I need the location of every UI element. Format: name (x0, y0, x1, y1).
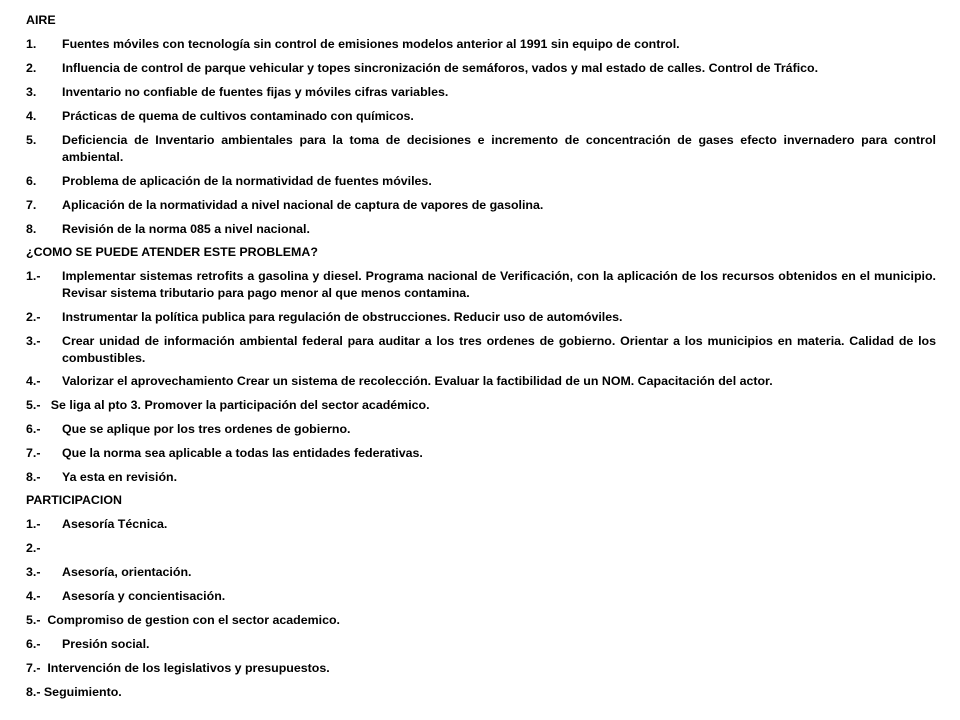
item-text: Que la norma sea aplicable a todas las entidades federativas. (62, 446, 423, 460)
list-item (26, 612, 936, 629)
item-text: Se liga al pto 3. Promover la participación del sector académico. (50, 398, 430, 412)
list-item (26, 660, 936, 677)
list-item (26, 373, 936, 390)
list-item (26, 60, 936, 77)
list-item (26, 132, 936, 166)
list-item (26, 221, 936, 238)
list-item (26, 636, 936, 653)
item-text: Revisión de la norma 085 a nivel nacional. (62, 222, 310, 236)
item-text: Asesoría Técnica. (62, 517, 168, 531)
item-text: Presión social. (62, 637, 150, 651)
list-item (26, 397, 936, 414)
item-text: Problema de aplicación de la normatividad de fuentes móviles. (62, 174, 432, 188)
item-number: 7.- (26, 661, 41, 675)
item-text: Compromiso de gestion con el sector academico. (47, 613, 340, 627)
item-number: 3.- (26, 334, 41, 348)
item-number: 5.- (26, 398, 41, 412)
section-heading-aire: AIRE (26, 13, 56, 27)
item-number: 4. (26, 109, 37, 123)
item-text: Asesoría, orientación. (62, 565, 192, 579)
section-heading-como-atender: ¿COMO SE PUEDE ATENDER ESTE PROBLEMA? (26, 245, 318, 259)
item-number: 5.- (26, 613, 41, 627)
item-number: 8. (26, 222, 37, 236)
list-item (26, 421, 936, 438)
item-text: Inventario no confiable de fuentes fijas y móviles cifras variables. (62, 85, 449, 99)
item-number: 6. (26, 174, 37, 188)
item-number: 3. (26, 85, 37, 99)
item-text: Valorizar el aprovechamiento Crear un sistema de recolección. Evaluar la factibilidad de un NOM. Capacitación del actor. (62, 374, 773, 388)
list-item (26, 469, 936, 486)
list-item (26, 516, 936, 533)
item-text: Deficiencia de Inventario ambientales para la toma de decisiones e incremento de concentración de gases efecto invernadero para control ambiental. (62, 133, 936, 164)
item-number: 4.- (26, 374, 41, 388)
list-item (26, 36, 936, 53)
item-text: Influencia de control de parque vehicular y topes sincronización de semáforos, vados y mal estado de calles. Control de Tráfico. (62, 61, 819, 75)
section-heading-participacion: PARTICIPACION (26, 493, 122, 507)
item-number: 3.- (26, 565, 41, 579)
item-text: Instrumentar la política publica para regulación de obstrucciones. Reducir uso de automóviles. (62, 310, 623, 324)
list-item (26, 564, 936, 581)
item-number: 2. (26, 61, 37, 75)
item-text: Aplicación de la normatividad a nivel nacional de captura de vapores de gasolina. (62, 198, 544, 212)
item-text: Intervención de los legislativos y presupuestos. (47, 661, 330, 675)
item-text: Ya esta en revisión. (62, 470, 178, 484)
item-number: 6.- (26, 422, 41, 436)
item-number: 7. (26, 198, 37, 212)
item-number: 2.- (26, 310, 41, 324)
list-item (26, 445, 936, 462)
item-text: Prácticas de quema de cultivos contaminado con químicos. (62, 109, 414, 123)
item-number: 7.- (26, 446, 41, 460)
list-item (26, 173, 936, 190)
list-item (26, 108, 936, 125)
list-item (26, 333, 936, 367)
item-number: 8.- (26, 685, 41, 699)
item-number: 1.- (26, 517, 41, 531)
list-item (26, 84, 936, 101)
item-number: 2.- (26, 541, 41, 555)
item-text: Asesoría y concientisación. (62, 589, 226, 603)
item-number: 1.- (26, 269, 41, 283)
list-item (26, 268, 936, 302)
list-item (26, 197, 936, 214)
list-item (26, 309, 936, 326)
list-item (26, 684, 936, 701)
list-item (26, 588, 936, 605)
item-text: Seguimiento. (43, 685, 122, 699)
item-text: Que se aplique por los tres ordenes de gobierno. (62, 422, 351, 436)
item-text: Crear unidad de información ambiental federal para auditar a los tres ordenes de gobierno. Orientar a los municipios en materia. Calidad de los combustibles. (62, 334, 936, 365)
item-text: Fuentes móviles con tecnología sin control de emisiones modelos anterior al 1991 sin equipo de control. (62, 37, 680, 51)
item-number: 4.- (26, 589, 41, 603)
item-number: 6.- (26, 637, 41, 651)
item-number: 8.- (26, 470, 41, 484)
item-number: 5. (26, 133, 37, 147)
item-number: 1. (26, 37, 37, 51)
item-text: Implementar sistemas retrofits a gasolina y diesel. Programa nacional de Verificación, con la aplicación de los recursos obtenidos en el municipio. Revisar sistema tributario para pago menor al que menos contamina. (62, 269, 936, 300)
